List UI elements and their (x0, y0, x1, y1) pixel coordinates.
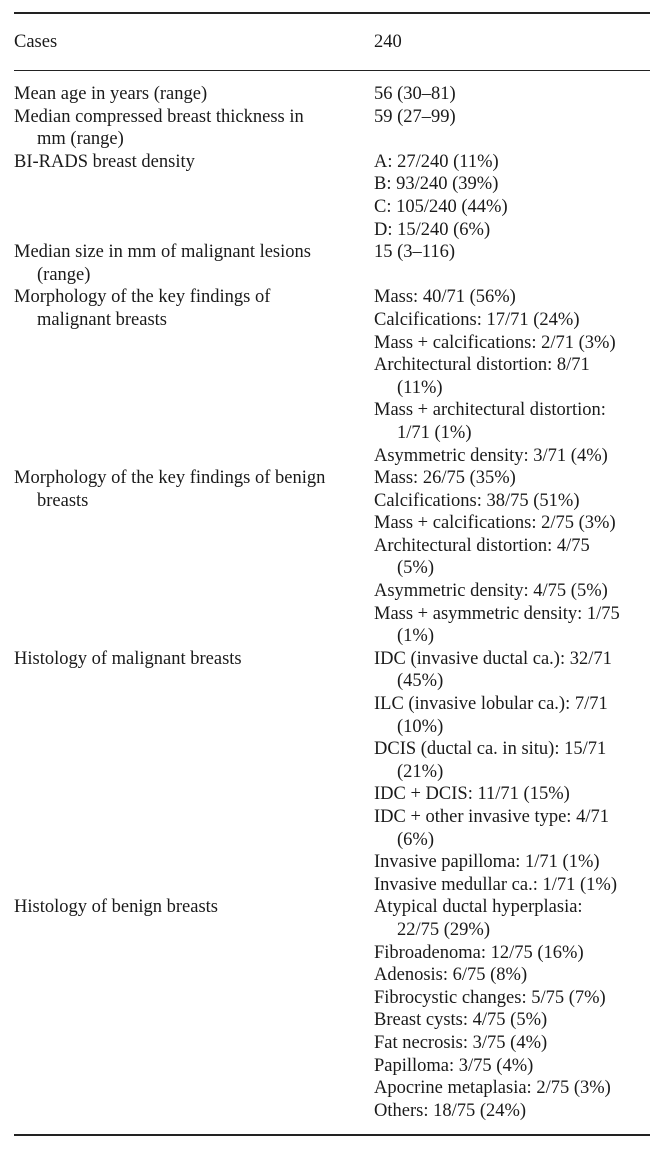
value-line: Fat necrosis: 3/75 (4%) (374, 1032, 548, 1053)
value-line: A: 27/240 (11%) (374, 151, 499, 172)
value-line: (1%) (397, 626, 434, 647)
row-label-line: Histology of malignant breasts (14, 648, 242, 669)
row-label (14, 648, 374, 897)
table-row (14, 241, 650, 286)
row-label-line: Histology of benign breasts (14, 897, 218, 918)
value-item (374, 738, 650, 783)
table-body (14, 71, 650, 1134)
value-line: 1/71 (1%) (397, 422, 472, 443)
row-value (374, 648, 650, 897)
row-value (374, 467, 650, 648)
value-item (374, 851, 650, 874)
value-line: IDC + other invasive type: 4/71 (374, 807, 609, 827)
value-item (374, 106, 650, 129)
value-line: Atypical ductal hyperplasia: (374, 897, 583, 918)
value-line: Fibrocystic changes: 5/75 (7%) (374, 987, 606, 1008)
row-value (374, 896, 650, 1122)
row-label-line: (range) (37, 264, 91, 285)
value-item (374, 806, 650, 851)
value-line: DCIS (ductal ca. in situ): 15/71 (374, 739, 607, 760)
value-line: Mass + asymmetric density: 1/75 (374, 603, 620, 624)
row-value (374, 106, 650, 151)
value-line: Asymmetric density: 4/75 (5%) (374, 581, 608, 602)
value-line: Calcifications: 17/71 (24%) (374, 309, 580, 330)
row-label-line: Mean age in years (range) (14, 84, 208, 104)
value-item (374, 490, 650, 513)
value-item (374, 196, 650, 219)
table-row (14, 648, 650, 897)
value-line: Calcifications: 38/75 (51%) (374, 490, 580, 511)
value-line: Mass + architectural distortion: (374, 400, 606, 421)
value-item (374, 83, 650, 106)
value-item (374, 580, 650, 603)
row-label (14, 286, 374, 467)
row-label-line: mm (range) (37, 129, 124, 150)
value-item (374, 219, 650, 242)
row-label (14, 83, 374, 106)
value-line: Architectural distortion: 4/75 (374, 535, 590, 556)
value-line: (11%) (397, 377, 443, 398)
value-line: Mass + calcifications: 2/71 (3%) (374, 332, 616, 353)
value-line: Mass + calcifications: 2/75 (3%) (374, 513, 616, 534)
table-row (14, 83, 650, 106)
row-value (374, 83, 650, 106)
value-item (374, 173, 650, 196)
value-item (374, 1100, 650, 1123)
value-line: IDC (invasive ductal ca.): 32/71 (374, 648, 612, 669)
row-value (374, 286, 650, 467)
value-item (374, 151, 650, 174)
value-line: C: 105/240 (44%) (374, 196, 508, 217)
value-line: (5%) (397, 558, 434, 579)
row-label (14, 467, 374, 648)
value-item (374, 399, 650, 444)
value-item (374, 896, 650, 941)
value-line: IDC + DCIS: 11/71 (15%) (374, 784, 570, 805)
value-item (374, 603, 650, 648)
value-line: Invasive papilloma: 1/71 (1%) (374, 852, 600, 873)
value-item (374, 535, 650, 580)
table-header-row (14, 14, 650, 70)
value-line: 56 (30–81) (374, 84, 456, 104)
row-label (14, 241, 374, 286)
row-label-line: breasts (37, 490, 89, 511)
value-item (374, 693, 650, 738)
value-line: Asymmetric density: 3/71 (4%) (374, 445, 608, 466)
table-row (14, 106, 650, 151)
value-item (374, 354, 650, 399)
value-item (374, 309, 650, 332)
value-item (374, 987, 650, 1010)
value-line: 59 (27–99) (374, 106, 456, 127)
value-line: Mass: 40/71 (56%) (374, 287, 516, 308)
value-item (374, 874, 650, 897)
value-item (374, 648, 650, 693)
value-item (374, 467, 650, 490)
value-item (374, 1055, 650, 1078)
value-line: ILC (invasive lobular ca.): 7/71 (374, 694, 608, 715)
value-line: Fibroadenoma: 12/75 (16%) (374, 942, 584, 963)
table-row (14, 896, 650, 1122)
value-item (374, 942, 650, 965)
value-item (374, 1009, 650, 1032)
value-line: Mass: 26/75 (35%) (374, 468, 516, 489)
value-line: B: 93/240 (39%) (374, 174, 499, 195)
row-label-line: Median size in mm of malignant lesions (14, 242, 311, 263)
value-item (374, 286, 650, 309)
value-item (374, 1032, 650, 1055)
header-label: Cases (14, 31, 58, 52)
row-label-line: BI-RADS breast density (14, 151, 195, 172)
value-line: Apocrine metaplasia: 2/75 (3%) (374, 1078, 611, 1099)
value-item (374, 783, 650, 806)
value-item (374, 241, 650, 264)
row-label-line: Median compressed breast thickness in (14, 106, 304, 127)
characteristics-table (14, 12, 650, 1136)
value-line: 15 (3–116) (374, 242, 456, 263)
row-label-line: malignant breasts (37, 309, 167, 330)
value-line: (21%) (397, 761, 444, 782)
header-value: 240 (374, 31, 402, 52)
row-label (14, 151, 374, 241)
value-item (374, 445, 650, 468)
value-item (374, 332, 650, 355)
row-value (374, 151, 650, 241)
value-line: D: 15/240 (6%) (374, 219, 491, 240)
value-line: Breast cysts: 4/75 (5%) (374, 1010, 548, 1031)
table-row (14, 151, 650, 241)
row-label-line: Morphology of the key findings of (14, 287, 271, 308)
row-label-line: Morphology of the key findings of benign (14, 468, 326, 489)
value-line: (6%) (397, 829, 434, 850)
value-line: Papilloma: 3/75 (4%) (374, 1055, 534, 1076)
value-item (374, 964, 650, 987)
value-item (374, 1077, 650, 1100)
value-line: 22/75 (29%) (397, 919, 490, 940)
value-line: (10%) (397, 716, 444, 737)
table-row (14, 467, 650, 648)
value-line: Invasive medullar ca.: 1/71 (1%) (374, 874, 617, 895)
value-item (374, 512, 650, 535)
row-label (14, 896, 374, 1122)
value-line: (45%) (397, 671, 444, 692)
value-line: Adenosis: 6/75 (8%) (374, 965, 528, 986)
table-row (14, 286, 650, 467)
value-line: Others: 18/75 (24%) (374, 1100, 527, 1121)
value-line: Architectural distortion: 8/71 (374, 355, 590, 376)
table-bottom-rule (14, 1134, 650, 1136)
row-value (374, 241, 650, 286)
row-label (14, 106, 374, 151)
